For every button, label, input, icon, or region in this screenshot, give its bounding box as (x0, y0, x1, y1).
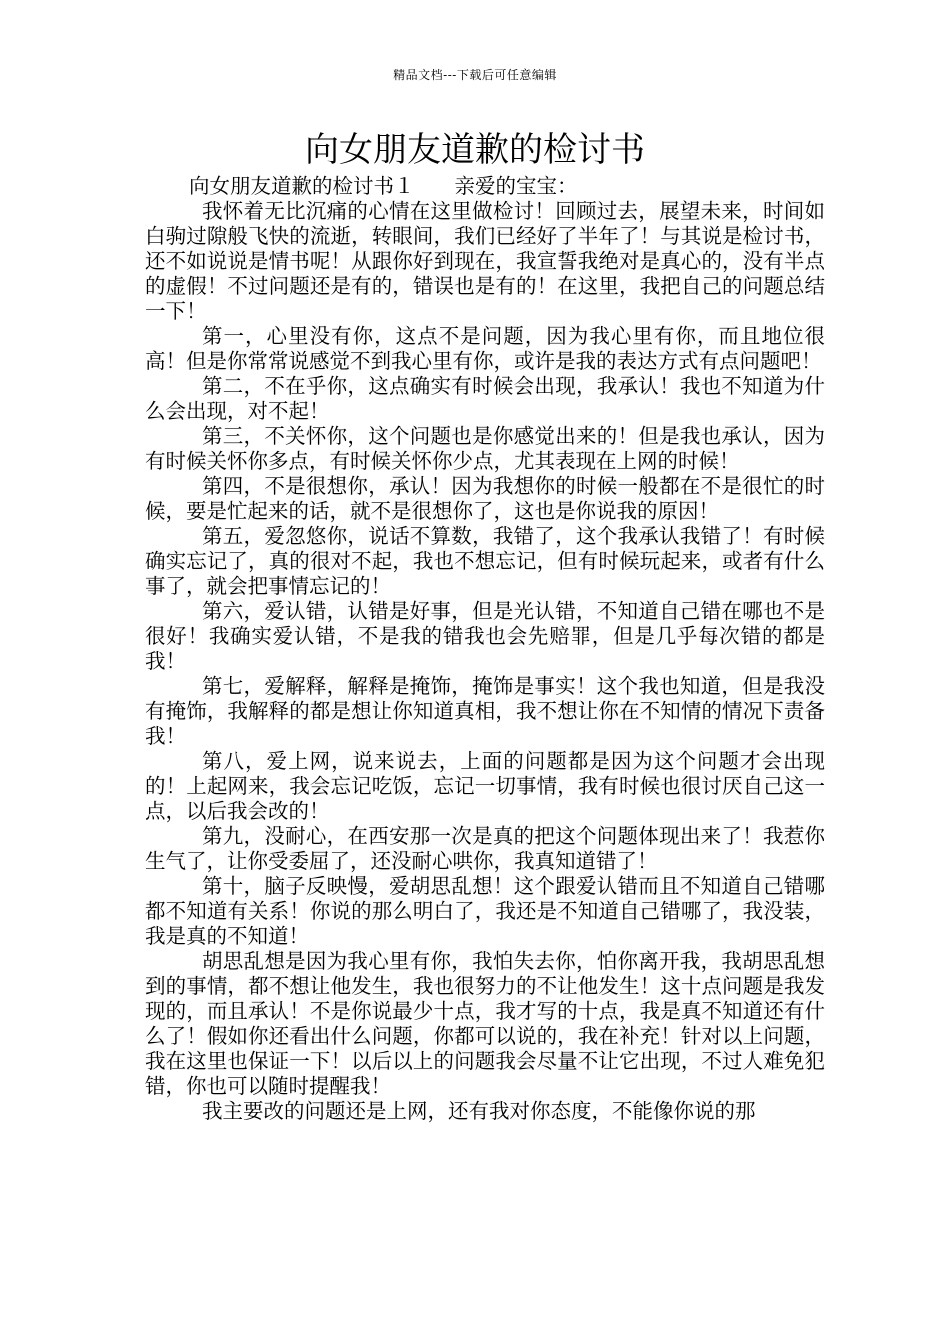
paragraph-4: 第三，不关怀你，这个问题也是你感觉出来的！但是我也承认，因为有时候关怀你多点，有时候关怀你少点，尤其表现在上网的时候！ (145, 424, 825, 473)
paragraph-10: 第九，没耐心，在西安那一次是真的把这个问题体现出来了！我惹你生气了，让你受委屈了，还没耐心哄你，我真知道错了！ (145, 824, 825, 873)
paragraph-11: 第十，脑子反映慢，爱胡思乱想！这个跟爱认错而且不知道自己错哪都不知道有关系！你说的那么明白了，我还是不知道自己错哪了，我没装，我是真的不知道！ (145, 874, 825, 948)
paragraph-9: 第八，爱上网，说来说去，上面的问题都是因为这个问题才会出现的！上起网来，我会忘记吃饭，忘记一切事情，我有时候也很讨厌自己这一点，以后我会改的！ (145, 749, 825, 823)
paragraph-2: 第一，心里没有你，这点不是问题，因为我心里有你，而且地位很高！但是你常常说感觉不到我心里有你，或许是我的表达方式有点问题吧！ (145, 324, 825, 373)
paragraph-6: 第五，爱忽悠你，说话不算数，我错了，这个我承认我错了！有时候确实忘记了，真的很对不起，我也不想忘记，但有时候玩起来，或者有什么事了，就会把事情忘记的！ (145, 524, 825, 598)
document-title: 向女朋友道歉的检讨书 (305, 130, 645, 170)
paragraph-12: 胡思乱想是因为我心里有你，我怕失去你，怕你离开我，我胡思乱想到的事情，都不想让他发生，我也很努力的不让他发生！这十点问题是我发现的，而且承认！不是你说最少十点，我才写的十点，我是真不知道还有什么了！假如你还看出什么问题，你都可以说的，我在补充！针对以上问题，我在这里也保证一下！以后以上的问题我会尽量不让它出现，不过人难免犯错，你也可以随时提醒我！ (145, 949, 825, 1098)
subtitle-line (145, 174, 825, 199)
paragraph-7: 第六，爱认错，认错是好事，但是光认错，不知道自己错在哪也不是很好！我确实爱认错，不是我的错我也会先赔罪，但是几乎每次错的都是我！ (145, 599, 825, 673)
paragraph-1: 我怀着无比沉痛的心情在这里做检讨！回顾过去，展望未来，时间如白驹过隙般飞快的流逝，转眼间，我们已经好了半年了！与其说是检讨书，还不如说说是情书呢！从跟你好到现在，我宣誓我绝对是真心的，没有半点的虚假！不过问题还是有的，错误也是有的！在这里，我把自己的问题总结一下！ (145, 199, 825, 323)
document-body (145, 174, 825, 1124)
page-header: 精品文档---下载后可任意编辑 (393, 68, 557, 82)
subtitle: 向女朋友道歉的检讨书１ (189, 174, 415, 198)
paragraph-13: 我主要改的问题还是上网，还有我对你态度，不能像你说的那 (202, 1099, 756, 1123)
salutation: 亲爱的宝宝： (454, 174, 578, 198)
paragraph-5: 第四，不是很想你，承认！因为我想你的时候一般都在不是很忙的时候，要是忙起来的话，就不是很想你了，这也是你说我的原因！ (145, 474, 825, 523)
paragraph-3: 第二，不在乎你，这点确实有时候会出现，我承认！我也不知道为什么会出现，对不起！ (145, 374, 825, 423)
paragraph-8: 第七，爱解释，解释是掩饰，掩饰是事实！这个我也知道，但是我没有掩饰，我解释的都是想让你知道真相，我不想让你在不知情的情况下责备我！ (145, 674, 825, 748)
